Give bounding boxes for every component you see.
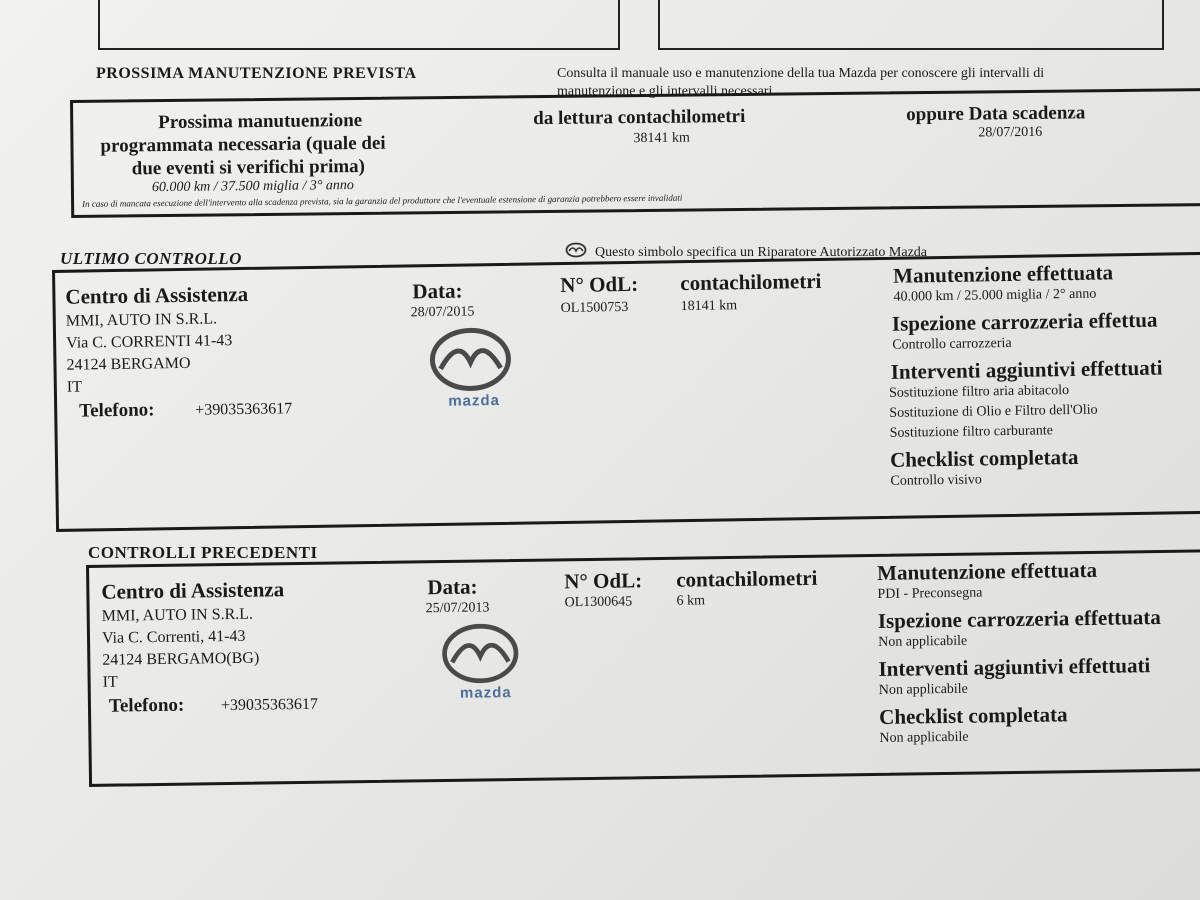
last-body-label: Ispezione carrozzeria effettua	[891, 307, 1158, 336]
mazda-logo-icon	[440, 622, 521, 685]
odometer-value: 38141 km	[633, 130, 690, 147]
next-maintenance-heading: PROSSIMA MANUTENZIONE PREVISTA	[96, 65, 417, 82]
last-center-label: Centro di Assistenza	[65, 281, 249, 309]
prev-phone-label: Telefono:	[108, 694, 185, 717]
mazda-logo-icon	[428, 326, 513, 393]
previous-checks-box	[86, 549, 1200, 787]
last-maint-value: 40.000 km / 25.000 miglia / 2° anno	[893, 286, 1097, 305]
last-odo-label: contachilometri	[680, 268, 822, 296]
last-extra-item-1: Sostituzione filtro aria abitacolo	[888, 383, 1070, 401]
deadline-label: oppure Data scadenza	[906, 102, 1086, 126]
prev-checklist-label: Checklist completata	[879, 702, 1068, 729]
prev-odo-label: contachilometri	[676, 565, 818, 592]
prev-center-label: Centro di Assistenza	[101, 577, 285, 604]
prev-address1: Via C. Correnti, 41-43	[101, 627, 246, 647]
prev-mazda-logo	[440, 622, 531, 702]
last-body-value: Controllo carrozzeria	[892, 335, 1012, 353]
prev-extra-label: Interventi aggiuntivi effettuati	[878, 653, 1151, 681]
mazda-symbol-text: Questo simbolo specifica un Riparatore Autorizzato Mazda	[595, 244, 928, 260]
prev-order-value: OL1300645	[564, 594, 633, 611]
prev-date-label: Data:	[427, 574, 478, 600]
last-country: IT	[66, 378, 83, 396]
last-extra-label: Interventi aggiuntivi effettuati	[890, 355, 1163, 384]
maintenance-note-line2: manutenzione e gli intervalli necessari.	[557, 84, 776, 99]
next-maintenance-box	[70, 88, 1200, 218]
last-phone-label: Telefono:	[79, 399, 155, 422]
last-address1: Via C. CORRENTI 41-43	[66, 332, 233, 352]
prev-maint-value: PDI - Preconsegna	[877, 585, 983, 602]
warranty-note: In caso di mancata esecuzione dell'intervento alla scadenza prevista, sia la garanzia del produttore che l'eventuale estensione di garanzia potrebbero essere invalidati	[82, 192, 683, 209]
last-maint-label: Manutenzione effettuata	[893, 260, 1114, 288]
last-extra-item-3: Sostituzione filtro carburante	[889, 423, 1054, 441]
maintenance-note-line1: Consulta il manuale uso e manutenzione della tua Mazda per conoscere gli intervalli di	[557, 66, 1045, 81]
prev-body-value: Non applicabile	[878, 633, 968, 650]
last-check-heading: ULTIMO CONTROLLO	[60, 249, 242, 268]
last-date-label: Data:	[412, 278, 463, 304]
last-address2: 24124 BERGAMO	[66, 354, 191, 374]
last-extra-item-2: Sostituzione di Olio e Filtro dell'Olio	[889, 402, 1098, 421]
last-checklist-value: Controllo visivo	[890, 472, 982, 489]
prev-maint-label: Manutenzione effettuata	[877, 557, 1098, 585]
prev-order-label: N° OdL:	[564, 568, 643, 594]
previous-checks-heading: CONTROLLI PRECEDENTI	[88, 543, 318, 562]
prev-body-label: Ispezione carrozzeria effettuata	[877, 604, 1161, 633]
next-maintenance-title-1: Prossima manutuenzione	[158, 109, 363, 134]
mazda-symbol-icon	[565, 242, 587, 263]
prev-extra-value: Non applicabile	[878, 681, 968, 698]
top-left-box	[98, 0, 620, 50]
prev-phone-value: +39035363617	[220, 695, 319, 715]
last-mazda-logo	[428, 326, 519, 410]
prev-checklist-value: Non applicabile	[879, 729, 969, 746]
odometer-label: da lettura contachilometri	[533, 105, 746, 130]
last-order-value: OL1500753	[560, 299, 629, 317]
last-order-label: N° OdL:	[560, 271, 639, 298]
prev-country: IT	[102, 673, 118, 691]
last-mazda-wordmark: mazda	[448, 391, 501, 410]
next-maintenance-title-3: due eventi si verifichi prima)	[131, 155, 366, 180]
prev-odo-value: 6 km	[676, 593, 706, 609]
last-center-name: MMI, AUTO IN S.R.L.	[65, 310, 218, 330]
prev-center-name: MMI, AUTO IN S.R.L.	[101, 605, 254, 625]
next-maintenance-title-2: programmata necessaria (quale dei	[100, 132, 386, 157]
last-checklist-label: Checklist completata	[889, 444, 1079, 472]
prev-mazda-wordmark: mazda	[459, 684, 512, 702]
prev-date-value: 25/07/2013	[425, 600, 490, 617]
top-right-box	[658, 0, 1164, 50]
last-check-box	[52, 252, 1200, 532]
next-maintenance-interval: 60.000 km / 37.500 miglia / 3° anno	[151, 178, 354, 196]
prev-address2: 24124 BERGAMO(BG)	[102, 649, 260, 669]
deadline-value: 28/07/2016	[978, 124, 1043, 141]
last-date-value: 28/07/2015	[410, 304, 475, 321]
last-odo-value: 18141 km	[680, 298, 738, 315]
last-phone-value: +39035363617	[195, 400, 293, 419]
